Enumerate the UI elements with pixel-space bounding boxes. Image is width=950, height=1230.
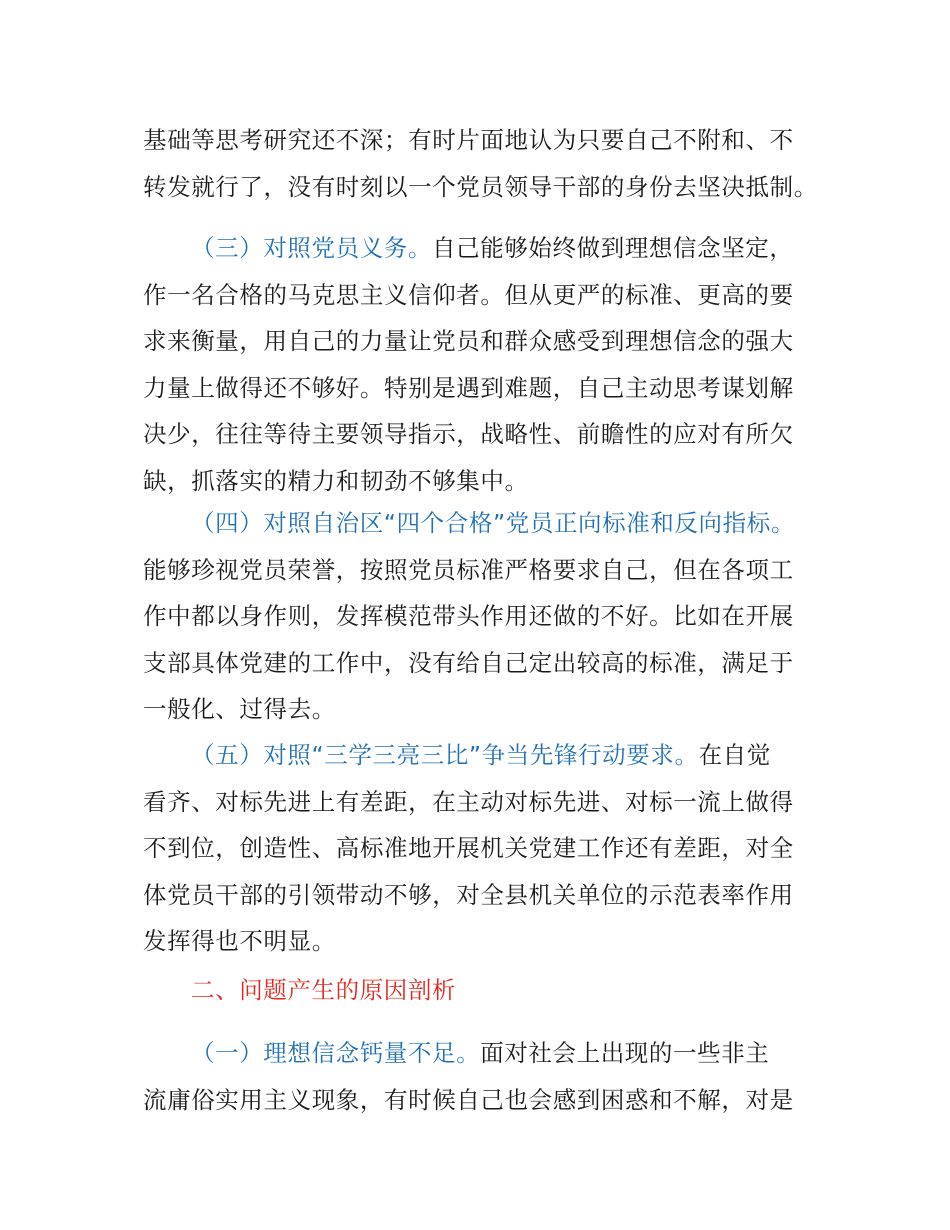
section-heading xyxy=(143,967,823,1014)
subheading: （五）对照“三学三亮三比”争当先锋行动要求。 xyxy=(191,741,699,769)
paragraph-text: 能够珍视党员荣誉，按照党员标准严格要求自己，但在各项工 作中都以身作则，发挥模范带头作用还做的不好。比如在开展 支部具体党建的工作中，没有给自己定出较高的标准，满足于 一般化、过得去。 xyxy=(143,555,794,723)
paragraph-text: 面对社会上出现的一些非主 流庸俗实用主义现象，有时候自己也会感到困惑和不解，对是 xyxy=(143,1039,794,1114)
paragraph-text: 自己能够始终做到理想信念坚定， 作一名合格的马克思主义信仰者。但从更严的标准、更高的要 求来衡量，用自己的力量让党员和群众感受到理想信念的强大 力量上做得还不够好。特别是遇到难题，自己主动思考谋划解 决少，往往等待主要领导指示，战略性、前瞻性的应对有所欠 缺，抓落实的精力和韧劲不够集中。 xyxy=(143,234,794,495)
paragraph-text: 在自觉 看齐、对标先进上有差距，在主动对标先进、对标一流上做得 不到位，创造性、高标准地开展机关党建工作还有差距，对全 体党员干部的引领带动不够，对全县机关单位的示范表率作用 发挥得也不明显。 xyxy=(143,741,794,955)
paragraph-three-learn xyxy=(143,732,823,965)
paragraph-party-member-duties xyxy=(143,225,823,504)
paragraph-text: 基础等思考研究还不深；有时片面地认为只要自己不附和、不 转发就行了，没有时刻以一个党员领导干部的身份去坚决抵制。 xyxy=(143,126,818,201)
subheading: （四）对照自治区“四个合格”党员正向标准和反向指标。 xyxy=(191,509,795,537)
subheading: （三）对照党员义务。 xyxy=(191,234,432,262)
subheading: （一）理想信念钙量不足。 xyxy=(191,1039,481,1067)
section-title: 二、问题产生的原因剖析 xyxy=(191,976,457,1004)
paragraph-four-qualified xyxy=(143,500,823,733)
paragraph-continuation xyxy=(143,117,823,210)
paragraph-ideals-belief xyxy=(143,1030,823,1123)
